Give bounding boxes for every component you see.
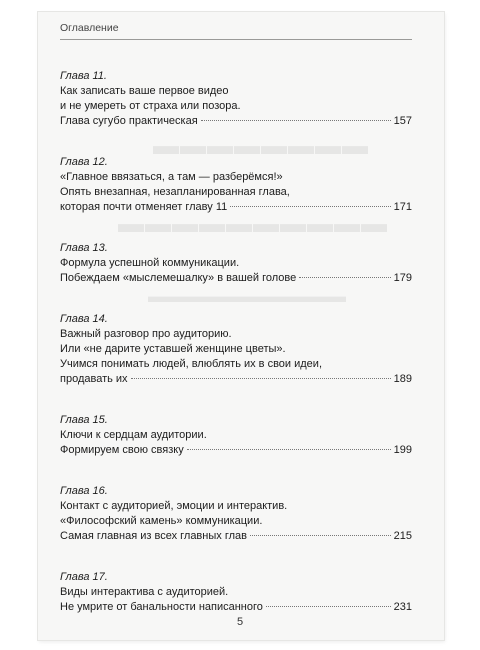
- chapter-title-line: Самая главная из всех главных глав: [60, 530, 247, 542]
- bleed-through-decoration: ▬▬▬▬▬▬▬▬▬▬: [118, 208, 388, 238]
- running-header: Оглавление: [60, 22, 119, 34]
- toc-entry: [60, 155, 412, 215]
- toc-entry: [60, 570, 412, 615]
- dot-leader: [250, 534, 391, 536]
- book-page: [38, 12, 444, 640]
- chapter-label: Глава 14.: [60, 313, 108, 325]
- toc-page-number: 215: [393, 530, 412, 542]
- toc-page-number: 179: [393, 272, 412, 284]
- dot-leader: [230, 205, 390, 207]
- chapter-title-line: Важный разговор про аудиторию.: [60, 328, 232, 340]
- toc-page-number: 189: [393, 373, 412, 385]
- toc-leader-line: [60, 271, 412, 286]
- toc-leader-line: [60, 600, 412, 615]
- chapter-label: Глава 15.: [60, 414, 108, 426]
- toc-page-number: 157: [393, 115, 412, 127]
- toc-entry: [60, 69, 412, 129]
- chapter-title-line: Формируем свою связку: [60, 444, 184, 456]
- chapter-title-line: которая почти отменяет главу 11: [60, 201, 228, 213]
- chapter-title-line: Учимся понимать людей, влюблять их в свои идеи,: [60, 358, 323, 370]
- chapter-title-line: и не умереть от страха или позора.: [60, 100, 241, 112]
- chapter-title-line: Контакт с аудиторией, эмоции и интерактив.: [60, 500, 288, 512]
- table-of-contents: [60, 69, 412, 640]
- dot-leader: [201, 119, 391, 121]
- toc-entry: [60, 312, 412, 387]
- toc-leader-line: [60, 114, 412, 129]
- chapter-title-line: Или «не дарите уставшей женщине цветы».: [60, 343, 286, 355]
- chapter-title-line: Не умрите от банальности написанного: [60, 601, 263, 613]
- bleed-through-decoration: ▬▬▬▬▬▬▬▬▬▬▬: [148, 286, 346, 306]
- chapter-title-line: Глава сугубо практическая: [60, 115, 198, 127]
- chapter-title-line: «Философский камень» коммуникации.: [60, 515, 263, 527]
- toc-leader-line: [60, 372, 412, 387]
- chapter-label: Глава 16.: [60, 485, 108, 497]
- toc-leader-line: [60, 529, 412, 544]
- toc-page-number: 199: [393, 444, 412, 456]
- toc-entry: [60, 413, 412, 458]
- toc-page-number: 231: [393, 601, 412, 613]
- dot-leader: [131, 377, 391, 379]
- chapter-label: Глава 12.: [60, 156, 108, 168]
- chapter-label: Глава 13.: [60, 242, 108, 254]
- chapter-title-line: Побеждаем «мыслемешалку» в вашей голове: [60, 272, 297, 284]
- toc-entry: [60, 484, 412, 544]
- dot-leader: [266, 605, 391, 607]
- chapter-title-line: Ключи к сердцам аудитории.: [60, 429, 207, 441]
- chapter-title-line: Формула успешной коммуникации.: [60, 257, 240, 269]
- dot-leader: [187, 448, 391, 450]
- dot-leader: [299, 276, 390, 278]
- toc-page-number: 171: [393, 201, 412, 213]
- chapter-title-line: Виды интерактива с аудиторией.: [60, 586, 229, 598]
- bleed-through-decoration: ▬▬▬▬▬▬▬▬: [153, 130, 369, 160]
- chapter-title-line: Опять внезапная, незапланированная глава,: [60, 186, 290, 198]
- toc-entry: [60, 241, 412, 286]
- chapter-title-line: продавать их: [60, 373, 128, 385]
- toc-leader-line: [60, 200, 412, 215]
- page-number: 5: [236, 616, 244, 628]
- chapter-title-line: «Главное ввязаться, а там — разберёмся!»: [60, 171, 283, 183]
- chapter-label: Глава 11.: [60, 70, 107, 82]
- toc-leader-line: [60, 443, 412, 458]
- chapter-label: Глава 17.: [60, 571, 108, 583]
- chapter-title-line: Как записать ваше первое видео: [60, 85, 229, 97]
- header-divider: [60, 39, 412, 40]
